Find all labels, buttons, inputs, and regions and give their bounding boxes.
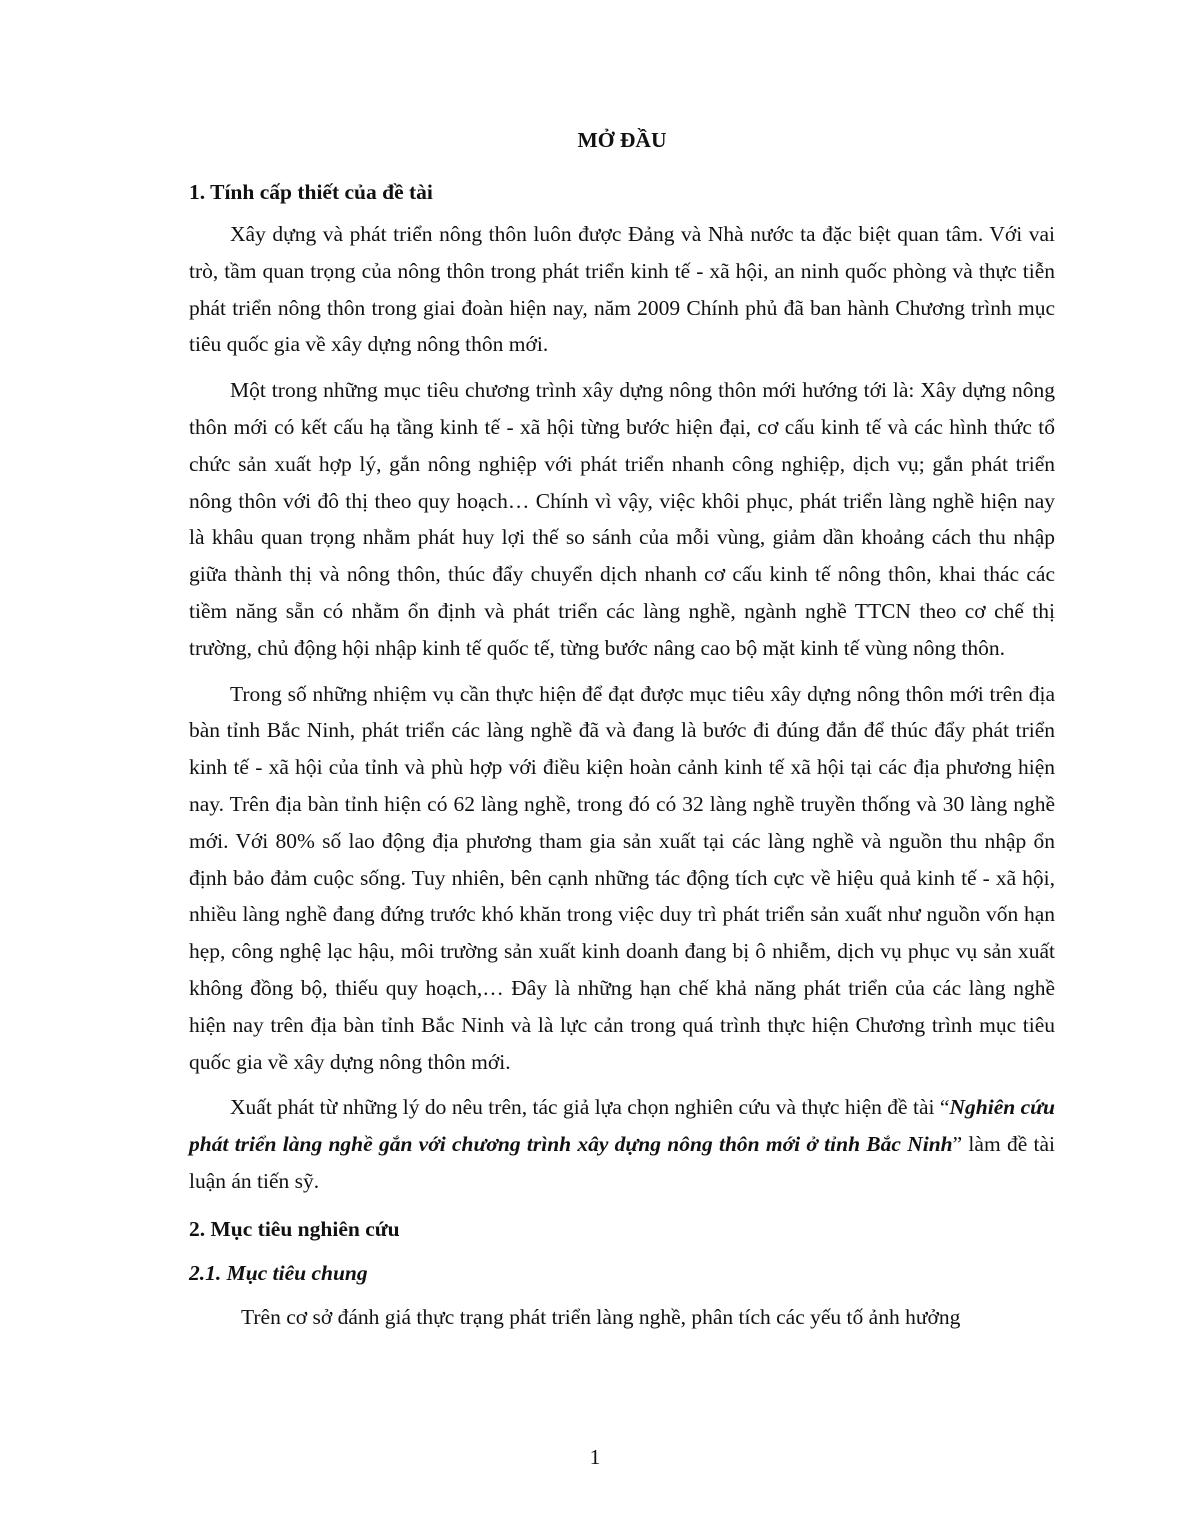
document-title: MỞ ĐẦU (577, 128, 667, 152)
paragraph-5: Trên cơ sở đánh giá thực trạng phát triển làng nghề, phân tích các yếu tố ảnh hưởng (241, 1304, 961, 1329)
paragraph-2: Một trong những mục tiêu chương trình xây dựng nông thôn mới hướng tới là: Xây dựng nông thôn mới có kết cấu hạ tầng kinh tế - xã hội từng bước hiện đại, cơ cấu kinh tế và các hình thức tổ chức sản xuất hợp lý, gắn nông nghiệp với phát triển nhanh công nghiệp, dịch vụ; gắn phát triển nông thôn với đô thị theo quy hoạch… Chính vì vậy, việc khôi phục, phát triển làng nghề hiện nay là khâu quan trọng nhằm phát huy lợi thế so sánh của mỗi vùng, giảm dần khoảng cách thu nhập giữa thành thị và nông thôn, thúc đẩy chuyển dịch nhanh cơ cấu kinh tế nông thôn, khai thác các tiềm năng sẵn có nhằm ổn định và phát triển các làng nghề, ngành nghề TTCN theo cơ chế thị trường, chủ động hội nhập kinh tế quốc tế, từng bước nâng cao bộ mặt kinh tế vùng nông thôn. (189, 378, 1055, 660)
page-number: 1 (589, 1445, 601, 1469)
document-page (189, 118, 1055, 1336)
paragraph-4-tail: ” làm đề tài luận án tiến sỹ. (189, 1132, 1055, 1193)
paragraph-1: Xây dựng và phát triển nông thôn luôn được Đảng và Nhà nước ta đặc biệt quan tâm. Với vai trò, tầm quan trọng của nông thôn trong phát triển kinh tế - xã hội, an ninh quốc phòng và thực tiễn phát triển nông thôn trong giai đoàn hiện nay, năm 2009 Chính phủ đã ban hành Chương trình mục tiêu quốc gia về xây dựng nông thôn mới. (189, 222, 1055, 357)
subsection-heading-2-1: 2.1. Mục tiêu chung (189, 1260, 368, 1285)
paragraph-4-lead: Xuất phát từ những lý do nêu trên, tác giả lựa chọn nghiên cứu và thực hiện đề tài “ (230, 1095, 950, 1120)
paragraph-4 (189, 1089, 1055, 1199)
thesis-title: Nghiên cứu phát triển làng nghề gắn với chương trình xây dựng nông thôn mới ở tỉnh Bắc Ninh (189, 1095, 1055, 1157)
section-heading-1: 1. Tính cấp thiết của đề tài (189, 180, 433, 204)
section-heading-2: 2. Mục tiêu nghiên cứu (189, 1216, 400, 1241)
paragraph-3: Trong số những nhiệm vụ cần thực hiện để đạt được mục tiêu xây dựng nông thôn mới trên địa bàn tỉnh Bắc Ninh, phát triển các làng nghề đã và đang là bước đi đúng đắn để thúc đẩy phát triển kinh tế - xã hội của tỉnh và phù hợp với điều kiện hoàn cảnh kinh tế xã hội tại các địa phương hiện nay. Trên địa bàn tỉnh hiện có 62 làng nghề, trong đó có 32 làng nghề truyền thống và 30 làng nghề mới. Với 80% số lao động địa phương tham gia sản xuất tại các làng nghề và nguồn thu nhập ổn định bảo đảm cuộc sống. Tuy nhiên, bên cạnh những tác động tích cực về hiệu quả kinh tế - xã hội, nhiều làng nghề đang đứng trước khó khăn trong việc duy trì phát triển sản xuất như nguồn vốn hạn hẹp, công nghệ lạc hậu, môi trường sản xuất kinh doanh đang bị ô nhiễm, dịch vụ phục vụ sản xuất không đồng bộ, thiếu quy hoạch,… Đây là những hạn chế khả năng phát triển của các làng nghề hiện nay trên địa bàn tỉnh Bắc Ninh và là lực cản trong quá trình thực hiện Chương trình mục tiêu quốc gia về xây dựng nông thôn mới. (189, 681, 1055, 1074)
